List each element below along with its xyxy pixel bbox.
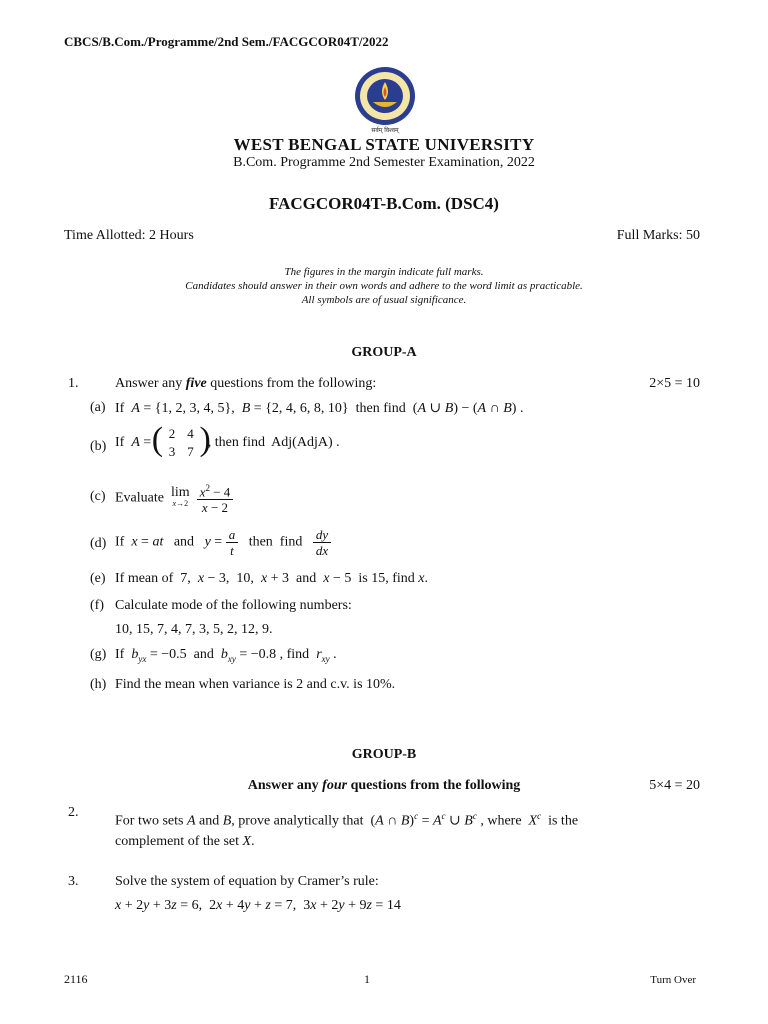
question-2-text: For two sets A and B, prove analytically that (A ∩ $B)^c = A^c$ ∪ $B^c$ , where $X^c$ is the complement of the set X. bbox=[115, 811, 579, 849]
question-3-text: Solve the system of equation by Cramer’s rule: bbox=[115, 874, 379, 889]
question-number: 3. bbox=[68, 874, 79, 889]
page-number: 1 bbox=[364, 972, 370, 986]
subquestion-label: (c) bbox=[90, 489, 106, 504]
subquestion-label: (a) bbox=[90, 400, 106, 415]
question-number: 1. bbox=[68, 376, 79, 391]
subquestion-f-numbers: 10, 15, 7, 4, 7, 3, 5, 2, 12, 9. bbox=[115, 622, 273, 637]
subquestion-b: If A = ( 2 4 3 7 ) , then find Adj(AdjA) . bbox=[115, 421, 340, 459]
subquestion-h: Find the mean when variance is 2 and c.v. is 10%. bbox=[115, 677, 396, 692]
subquestion-label: (d) bbox=[90, 536, 107, 551]
university-seal-icon bbox=[349, 66, 421, 134]
paper-title: FACGCOR04T-B.Com. (DSC4) bbox=[269, 194, 499, 213]
instruction-line: All symbols are of usual significance. bbox=[301, 294, 467, 306]
subquestion-c: Evaluate lim x→2 $\frac{x^2 - 4}{x - 2}$ bbox=[115, 481, 233, 515]
turn-over: Turn Over bbox=[650, 974, 696, 986]
footer-code: 2116 bbox=[64, 972, 88, 986]
instruction-line: Candidates should answer in their own words and adhere to the word limit as practicable. bbox=[185, 280, 583, 292]
matrix-a: ( 2 4 3 7 ) bbox=[151, 421, 211, 459]
subquestion-f: Calculate mode of the following numbers: bbox=[115, 598, 352, 613]
exam-title: B.Com. Programme 2nd Semester Examination, 2022 bbox=[233, 155, 535, 170]
group-b-title: GROUP-B bbox=[351, 747, 417, 762]
question-marks: 2×5 = 10 bbox=[649, 376, 700, 391]
instruction-line: The figures in the margin indicate full marks. bbox=[284, 266, 484, 278]
svg-text:सर्वम् विश्वम्: सर्वम् विश्वम् bbox=[371, 127, 399, 134]
time-allotted: Time Allotted: 2 Hours bbox=[64, 228, 194, 243]
subquestion-g: If $b_{yx} = -0.5$ and $b_{xy} = -0.8$ , find $r_{xy}$ . bbox=[115, 647, 337, 664]
subquestion-d: If x = at and y = $\frac{a}{t}$ then find $\frac{dy}{dx}$ bbox=[115, 527, 331, 558]
subquestion-label: (g) bbox=[90, 647, 107, 662]
group-a-title: GROUP-A bbox=[351, 345, 417, 360]
paper-code: CBCS/B.Com./Programme/2nd Sem./FACGCOR04T/2022 bbox=[64, 34, 389, 49]
question-text: Answer any five questions from the following: bbox=[115, 376, 377, 391]
question-number: 2. bbox=[68, 805, 79, 820]
group-b-marks: 5×4 = 20 bbox=[649, 778, 700, 793]
subquestion-label: (e) bbox=[90, 571, 106, 586]
university-logo bbox=[349, 66, 421, 134]
subquestion-label: (h) bbox=[90, 677, 107, 692]
question-3-equations: x + 2y + 3z = 6, 2x + 4y + z = 7, 3x + 2y + 9z = 14 bbox=[115, 898, 401, 913]
group-b-instruction: Answer any four questions from the following bbox=[247, 778, 521, 793]
subquestion-e: If mean of 7, x − 3, 10, x + 3 and x − 5 is 15, find x. bbox=[115, 571, 428, 586]
subquestion-label: (f) bbox=[90, 598, 104, 613]
subquestion-a: If A = {1, 2, 3, 4, 5}, B = {2, 4, 6, 8, 10} then find (A ∪ B) − (A ∩ B) . bbox=[115, 401, 524, 416]
subquestion-label: (b) bbox=[90, 439, 107, 454]
full-marks: Full Marks: 50 bbox=[616, 228, 700, 243]
university-name: WEST BENGAL STATE UNIVERSITY bbox=[233, 135, 535, 154]
